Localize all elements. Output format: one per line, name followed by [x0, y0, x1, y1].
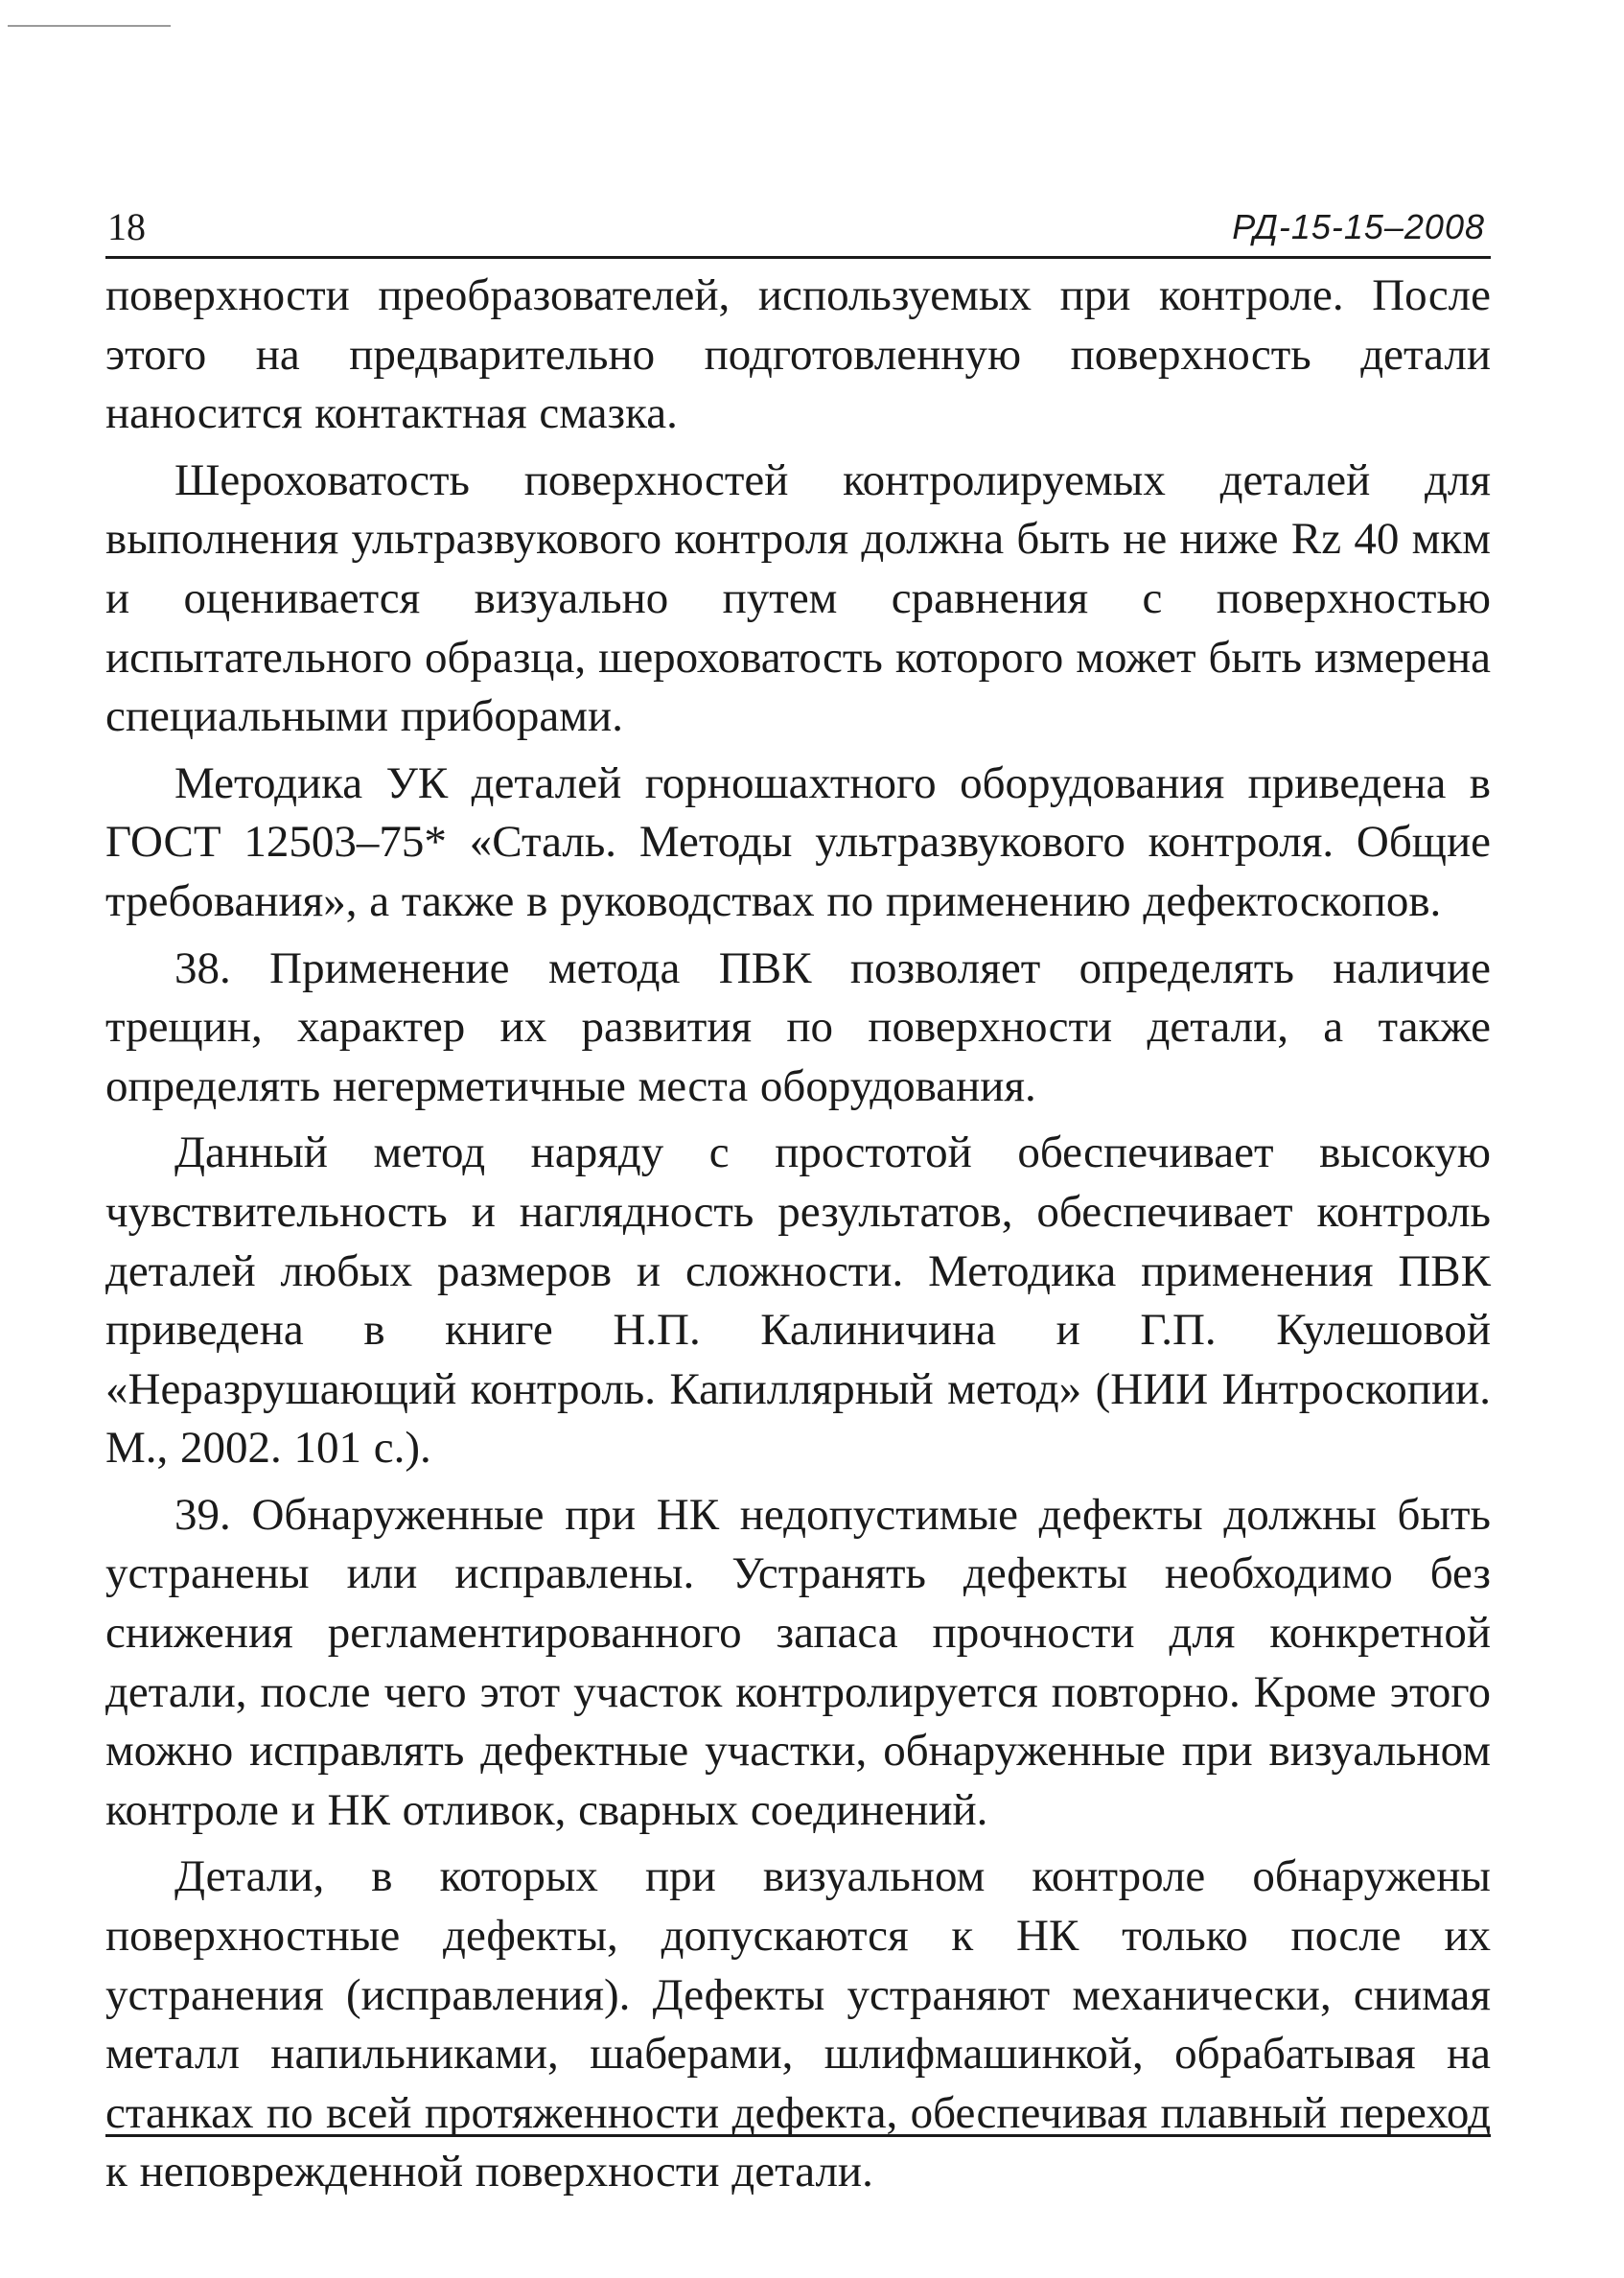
paragraph-continuation: поверхности преобразователей, используемых при контроле. После этого на предварительно подготовленную поверхность детали наносится контактная смазка.	[105, 270, 1491, 439]
running-header	[105, 206, 1491, 259]
footer-rule	[105, 2134, 1491, 2137]
paragraph-item-38: 38. Применение метода ПВК позволяет определять наличие трещин, характер их развития по поверхности детали, а также определять негерметичные места оборудования.	[105, 942, 1491, 1111]
paragraph-ut-method: Методика УК деталей горношахтного оборудования приведена в ГОСТ 12503–75* «Сталь. Методы ультразвукового контроля. Общие требования», а также в руководствах по применению дефектоскопов.	[105, 757, 1491, 926]
paragraph-pvk-method: Данный метод наряду с простотой обеспечивает высокую чувствительность и наглядность результатов, обеспечивает контроль деталей любых размеров и сложности. Методика применения ПВК приведена в книге Н.П. Калиничина и Г.П. Кулешовой «Неразрушающий контроль. Капиллярный метод» (НИИ Интроскопии. М., 2002. 101 с.).	[105, 1127, 1491, 1474]
body-text	[105, 267, 1491, 2202]
document-code: РД-15-15–2008	[1232, 207, 1485, 246]
document-page	[105, 206, 1491, 2210]
paragraph-item-39: 39. Обнаруженные при НК недопустимые дефекты должны быть устранены или исправлены. Устранять дефекты необходимо без снижения регламентированного запаса прочности для конкретной детали, после чего этот участок контролируется повторно. Кроме этого можно исправлять дефектные участки, обнаруженные при визуальном контроле и НК отливок, сварных соединений.	[105, 1489, 1491, 1835]
page-number: 18	[107, 205, 146, 248]
paragraph-defect-removal: Детали, в которых при визуальном контроле обнаружены поверхностные дефекты, допускаются к НК только после их устранения (исправления). Дефекты устраняют механически, снимая металл напильниками, шаберами, шлифмашинкой, обрабатывая на станках по всей протяженности дефекта, обеспечивая плавный переход к неповрежденной поверхности детали.	[105, 1851, 1491, 2197]
scan-edge-mark	[8, 25, 171, 27]
paragraph-roughness: Шероховатость поверхностей контролируемых деталей для выполнения ультразвукового контроля должна быть не ниже Rz 40 мкм и оценивается визуально путем сравнения с поверхностью испытательного образца, шероховатость которого может быть измерена специальными приборами.	[105, 454, 1491, 742]
